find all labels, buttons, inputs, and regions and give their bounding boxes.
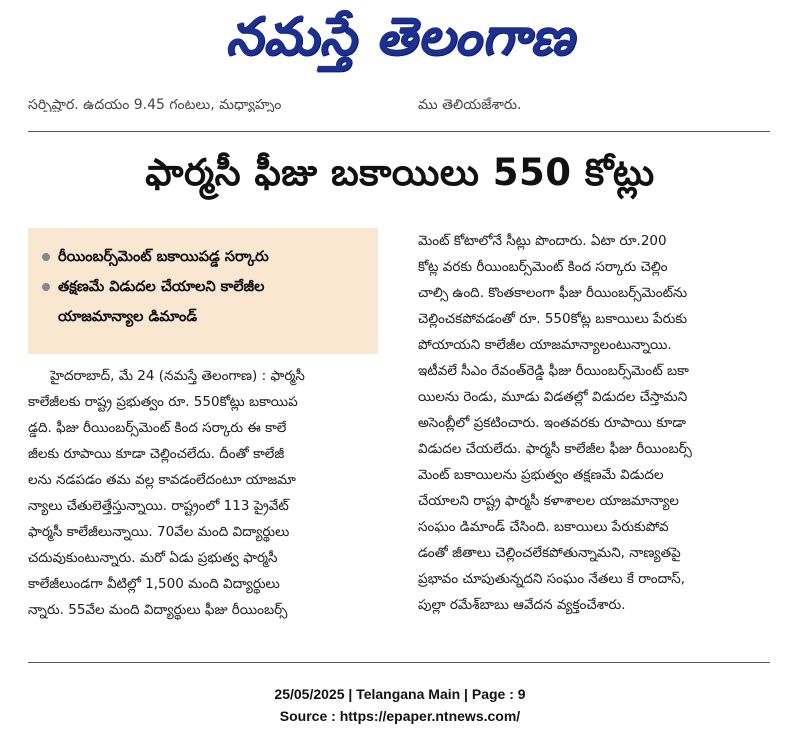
highlight-text: రీయింబర్స్‌మెంట్ బకాయిపడ్డ సర్కారు	[58, 249, 269, 265]
text-line: యిలను రెండు, మూడు విడతల్లో విడుదల చేస్తామని	[418, 389, 688, 405]
article-column-right	[418, 228, 770, 618]
top-divider	[28, 131, 770, 132]
text-line: పుల్లా రమేశ్‌బాబు ఆవేదన వ్యక్తంచేశారు.	[418, 597, 626, 613]
highlight-text: తక్షణమే విడుదల చేయాలని కాలేజీల	[58, 279, 265, 295]
text-line: హైదరాబాద్, మే 24 (నమస్తే తెలంగాణ) : ఫార్మసీ	[50, 368, 305, 384]
headline-text: ఫార్మసీ ఫీజు బకాయిలు 550 కోట్లు	[145, 151, 655, 194]
text-line: చదువుకుంటున్నారు. మరో ఏడు ప్రభుత్వ ఫార్మసీ	[28, 550, 278, 566]
highlight-item	[42, 242, 370, 272]
article-headline	[0, 140, 800, 214]
text-line: ఫార్మసీ కాలేజీలున్నాయి. 70వేల మంది విద్యార్థులు	[28, 524, 290, 540]
footer-source-link[interactable]: Source : https://epaper.ntnews.com/	[279, 708, 521, 724]
article-column-left	[28, 363, 388, 623]
text-line: చెల్లించకపోవడంతో రూ. 550కోట్ల బకాయిలు పేరుకు	[418, 311, 688, 327]
bottom-divider	[28, 662, 770, 663]
text-line: అసెంబ్లీలో ప్రకటించారు. ఇంతవరకు రూపాయి కూడా	[418, 415, 687, 431]
newspaper-masthead	[0, 4, 800, 82]
footer-edition-info: 25/05/2025 | Telangana Main | Page : 9	[274, 686, 526, 702]
masthead-title: నమస్తే తెలంగాణ	[225, 6, 575, 67]
highlight-item	[42, 272, 370, 302]
text-line: విడుదల చేయలేదు. ఫార్మసీ కాలేజీల ఫీజు రీయింబర్స్	[418, 441, 692, 457]
cropped-text-left: సర్పిష్టార. ఉదయం 9.45 గంటలు, మధ్యాహ్నం	[28, 97, 282, 112]
text-line: పోయాయని కాలేజీల యాజమాన్యాలంటున్నాయి.	[418, 337, 672, 353]
text-line: ఇటీవలే సీఎం రేవంత్‌రెడ్డి ఫీజు రీయింబర్స్‌మెంట్ బకా	[418, 363, 689, 379]
text-line: లను నడపడం తమ వల్ల కావడంలేదంటూ యాజమా	[28, 472, 296, 488]
text-line: కాలేజీలకు రాష్ట్ర ప్రభుత్వం రూ. 550కోట్లు బకాయిప	[28, 394, 298, 410]
highlights-box	[28, 228, 378, 354]
bullet-icon	[42, 283, 50, 291]
text-line: మెంట్ బకాయిలను ప్రభుత్వం తక్షణమే విడుదల	[418, 467, 664, 483]
highlight-continuation: యాజమాన్యాల డిమాండ్	[58, 309, 198, 325]
text-line: ప్రభావం చూపుతున్నదని సంఘం నేతలు కే రాందాస్,	[418, 571, 686, 587]
text-line: సంఘం డిమాండ్ చేసింది. బకాయిలు పేరుకుపోవ	[418, 519, 669, 535]
text-line: మెంట్ కోటాలోనే సీట్లు పొందారు. ఏటా రూ.200	[418, 233, 667, 249]
text-line: కోట్ల వరకు రీయింబర్స్‌మెంట్ కింద సర్కారు చెల్లిం	[418, 259, 668, 275]
text-line: న్యాలు చేతులెత్తేస్తున్నాయి. రాష్ట్రంలో 113 ప్రైవేట్	[28, 498, 289, 514]
text-line: డంతో జీతాలు చెల్లించలేకపోతున్నామని, నాణ్యతపై	[418, 545, 681, 561]
text-line: జీలకు రూపాయి కూడా చెల్లించలేదు. దీంతో కాలేజీ	[28, 446, 285, 462]
text-line: కాలేజీలుండగా వీటిల్లో 1,500 మంది విద్యార్థులు	[28, 576, 280, 592]
cropped-text-right: ము తెలియజేశారు.	[418, 97, 522, 112]
text-line: డ్డది. ఫీజు రీయింబర్స్‌మెంట్ కింద సర్కారు ఈ కాలే	[28, 420, 287, 436]
text-line: చేయాలని రాష్ట్ర ఫార్మసీ కళాశాలల యాజమాన్యాల	[418, 493, 680, 509]
bullet-icon	[42, 253, 50, 261]
text-line: చాల్సి ఉంది. కొంతకాలంగా ఫీజు రీయింబర్స్‌మెంట్‌ను	[418, 285, 688, 301]
text-line: న్నారు. 55వేల మంది విద్యార్థులు ఫీజు రీయింబర్స్	[28, 602, 288, 618]
